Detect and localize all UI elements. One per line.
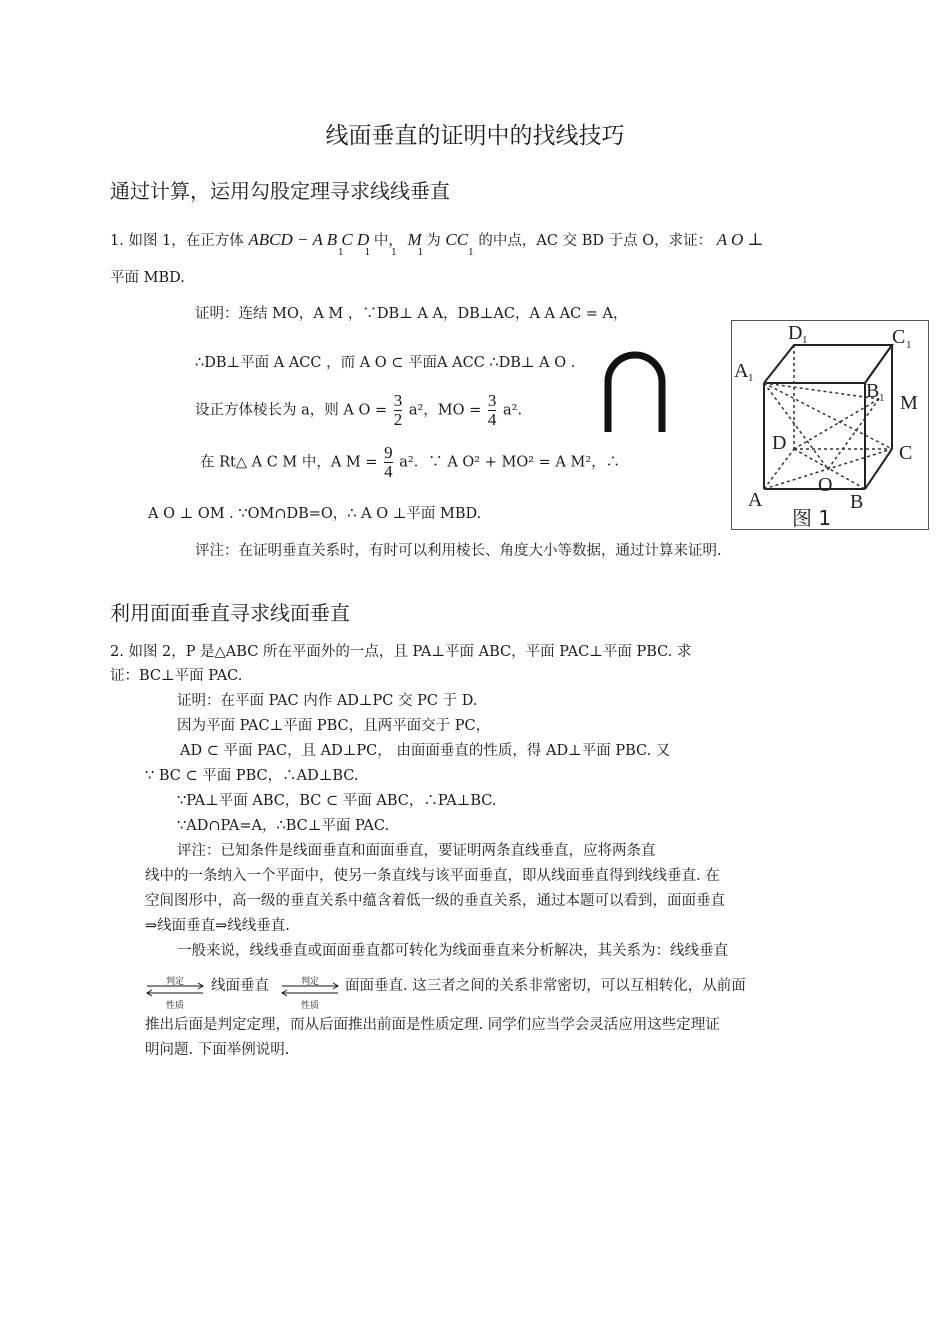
general-line4: 明问题. 下面举例说明. xyxy=(145,1042,290,1058)
section-heading-2: 利用面面垂直寻求线面垂直 xyxy=(110,601,350,625)
problem1-line1 xyxy=(110,230,764,258)
remark1: 评注：在证明垂直关系时，有时可以利用棱长、角度大小等数据，通过计算来证明. xyxy=(195,543,722,559)
general-line1: 一般来说，线线垂直或面面垂直都可转化为线面垂直来分析解决，其关系为：线线垂直 xyxy=(177,943,728,959)
problem2-line2: 证：BC⊥平面 PAC. xyxy=(110,668,243,684)
proof2-line1: 证明：在平面 PAC 内作 AD⊥PC 交 PC 于 D. xyxy=(177,693,478,709)
proof2-line3: AD ⊂ 平面 PAC，且 AD⊥PC， 由面面垂直的性质，得 AD⊥平面 PBC. 又 xyxy=(180,743,671,759)
arch-shape xyxy=(602,346,668,434)
cube-diagram xyxy=(732,321,928,529)
label-D1: D xyxy=(788,322,803,344)
general-line2-mid: 线面垂直 xyxy=(211,978,269,994)
fraction-3-2: $\frac{3}{2}$ xyxy=(393,391,403,429)
problem1-CC: CC xyxy=(445,230,469,249)
arrow-judge-property-1: 判定 性质 xyxy=(145,974,205,1014)
svg-text:1: 1 xyxy=(906,339,912,351)
problem1-text-d: 的中点，AC 交 BD 于点 O，求证： xyxy=(478,233,713,249)
problem1-AO: A O ⊥ xyxy=(716,230,764,249)
proof1-line4: 在 Rt△ A C M 中，A M = $\frac{9}{4}$ a²．∵ A O² + MO² = A M²，∴ xyxy=(200,443,621,481)
proof1-line3-c: a². xyxy=(503,402,523,419)
proof1-line4-a: 在 Rt△ A C M 中，A M xyxy=(200,454,361,471)
proof1-line3-a: 设正方体棱长为 a，则 A O xyxy=(195,402,371,419)
problem1-cube: ABCD − A B C D xyxy=(248,230,370,249)
figure-1-cube xyxy=(731,320,929,530)
svg-text:1: 1 xyxy=(748,372,754,384)
label-D: D xyxy=(772,432,787,454)
problem1-line2: 平面 MBD. xyxy=(110,270,185,286)
label-B1: B xyxy=(866,380,880,402)
remark2-line2: 线中的一条纳入一个平面中，使另一条直线与该平面垂直，即从线面垂直得到线线垂直. 在 xyxy=(145,868,720,884)
problem1-text-a: 1. 如图 1，在正方体 xyxy=(110,233,244,249)
label-O: O xyxy=(818,474,833,496)
problem1-M: M xyxy=(407,230,422,249)
label-M: M xyxy=(900,392,918,414)
section-heading-1: 通过计算，运用勾股定理寻求线线垂直 xyxy=(110,179,450,203)
remark2-line1: 评注：已知条件是线面垂直和面面垂直，要证明两条直线垂直，应将两条直 xyxy=(177,843,656,859)
arrow-judge-property-2: 判定 性质 xyxy=(280,974,340,1014)
svg-text:1: 1 xyxy=(879,392,885,404)
proof1-line5: A O ⊥ OM . ∵OM∩DB=O，∴ A O ⊥平面 MBD. xyxy=(148,506,482,522)
problem1-text-c: 为 xyxy=(426,233,441,249)
page-title: 线面垂直的证明中的找线技巧 xyxy=(325,123,625,149)
problem1-CC-sub: 1 xyxy=(468,248,474,258)
fraction-9-4: $\frac{9}{4}$ xyxy=(384,443,393,481)
label-C: C xyxy=(899,442,913,464)
proof2-line2: 因为平面 PAC⊥平面 PBC，且两平面交于 PC， xyxy=(177,718,491,734)
problem1-cube-subs: 1 1 1 1 xyxy=(338,248,433,258)
label-A: A xyxy=(748,489,763,511)
problem1-text-b: 中， xyxy=(373,233,403,249)
proof2-line5: ∵PA⊥平面 ABC，BC ⊂ 平面 ABC，∴PA⊥BC. xyxy=(177,793,497,809)
problem2-line1: 2. 如图 2，P 是△ABC 所在平面外的一点，且 PA⊥平面 ABC，平面 PAC⊥平面 PBC. 求 xyxy=(110,644,692,660)
general-line2-end: 面面垂直. 这三者之间的关系非常密切，可以互相转化，从前面 xyxy=(345,978,746,994)
proof1-line4-b: a²．∵ A O² + MO² = A M²，∴ xyxy=(399,454,621,471)
proof1-line1: 证明：连结 MO，A M ，∵DB⊥ A A，DB⊥AC，A A AC = A， xyxy=(195,306,628,322)
proof2-line4: ∵ BC ⊂ 平面 PBC，∴AD⊥BC. xyxy=(145,768,359,784)
svg-text:1: 1 xyxy=(802,334,808,346)
general-line3: 推出后面是判定定理，而从后面推出前面是性质定理. 同学们应当学会灵活应用这些定理证 xyxy=(145,1017,720,1033)
label-C1: C xyxy=(892,326,906,348)
fraction-3-4: $\frac{3}{4}$ xyxy=(487,391,497,429)
proof1-line2: ∴DB⊥平面 A ACC ，而 A O ⊂ 平面A ACC ∴DB⊥ A O . xyxy=(195,355,576,371)
proof2-line6: ∵AD∩PA=A，∴BC⊥平面 PAC. xyxy=(177,818,390,834)
proof1-line3: 设正方体棱长为 a，则 A O = $\frac{3}{2}$ a²，MO = $\frac{3}{4}$ a². xyxy=(195,391,523,429)
label-B: B xyxy=(850,491,864,513)
remark2-line3: 空间图形中，高一级的垂直关系中蕴含着低一级的垂直关系，通过本题可以看到，面面垂直 xyxy=(145,893,725,909)
remark2-line4: ⇒线面垂直⇒线线垂直. xyxy=(145,918,290,934)
label-A1: A xyxy=(734,360,749,382)
proof1-line3-b: a²，MO xyxy=(408,402,465,419)
figure-1-caption: 图 1 xyxy=(792,506,832,529)
